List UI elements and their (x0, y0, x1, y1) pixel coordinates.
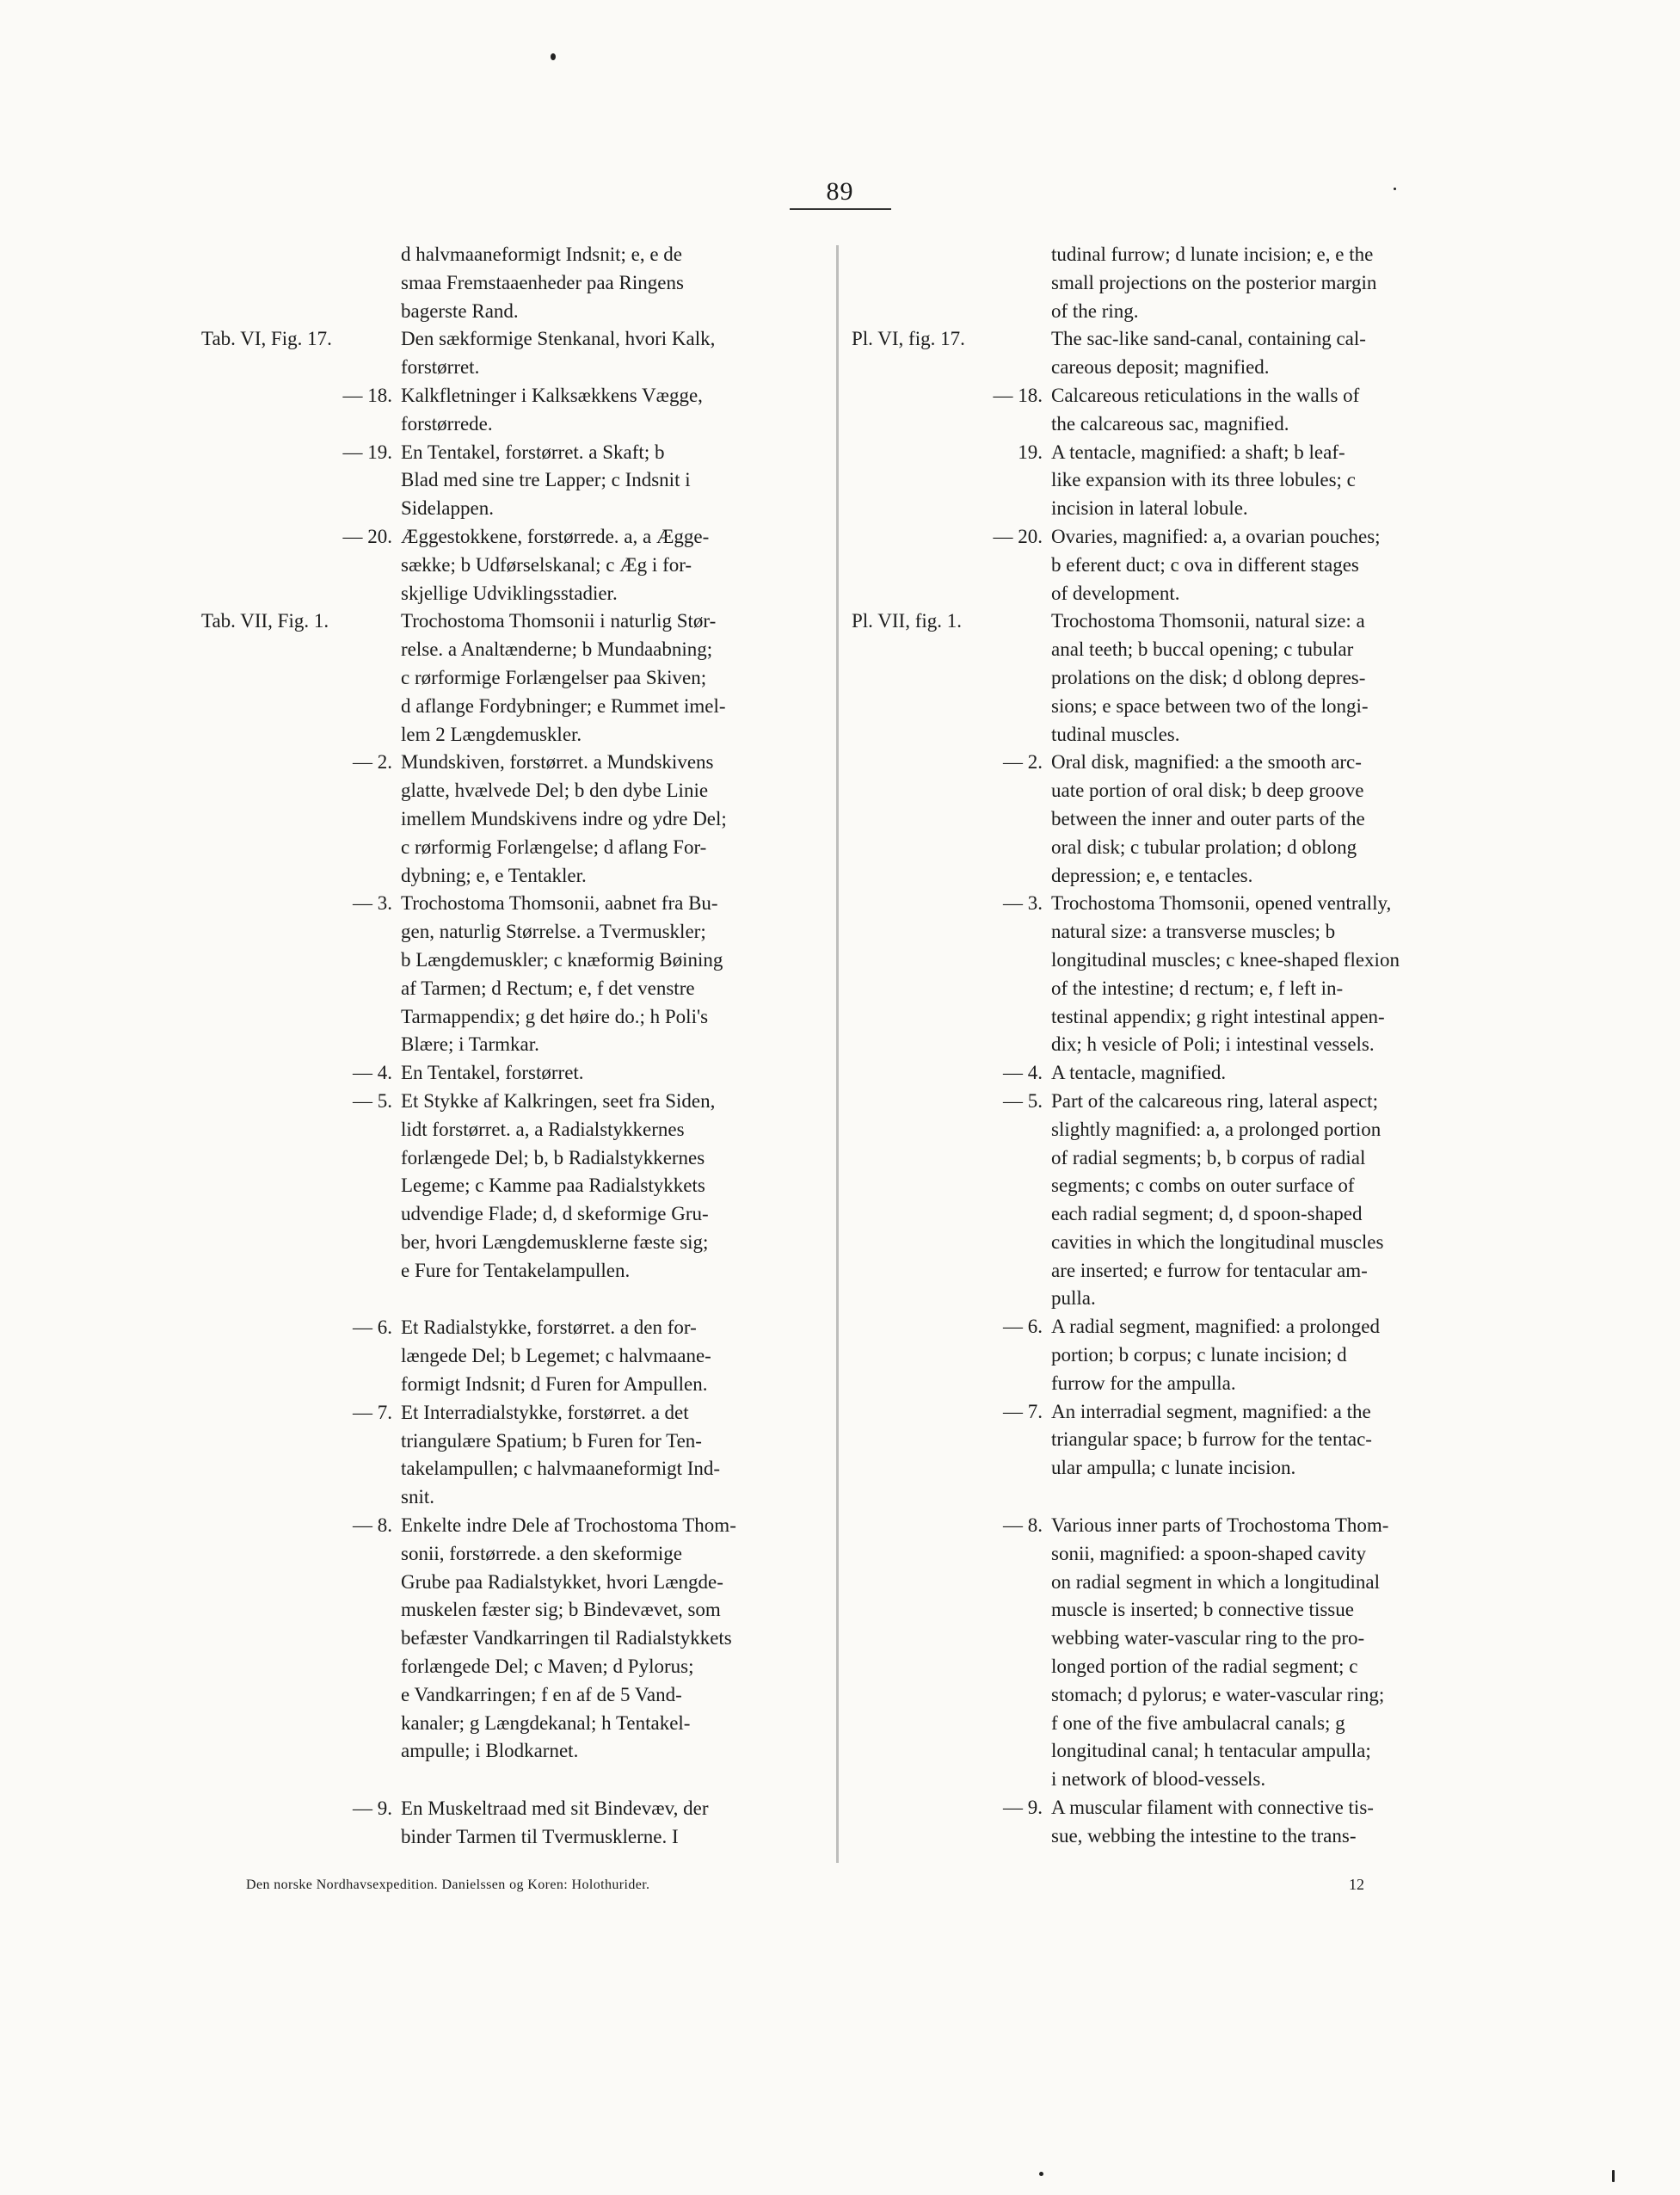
caption-line: Various inner parts of Trochostoma Thom- (1051, 1514, 1389, 1537)
caption-line: small projections on the posterior margin (1051, 271, 1377, 293)
caption-line: muskelen fæster sig; b Bindevævet, som (401, 1599, 721, 1621)
figure-label: 19. (1018, 441, 1043, 463)
plate-entry (852, 241, 1467, 325)
figure-label: — 7. (1003, 1400, 1043, 1422)
figure-caption (401, 749, 829, 890)
figure-caption (1051, 749, 1467, 890)
caption-line: testinal appendix; g right intestinal appen- (1051, 1005, 1385, 1027)
page-number: 89 (826, 177, 854, 206)
figure-label: Pl. VI, fig. 17. (852, 328, 965, 350)
caption-line: Den sækformige Stenkanal, hvori Kalk, (401, 328, 716, 350)
caption-line: Et Radialstykke, forstørret. a den for- (401, 1316, 697, 1339)
caption-line: An interradial segment, magnified: a the (1051, 1400, 1371, 1422)
plate-entry (852, 1794, 1467, 1851)
caption-line: sække; b Udførselskanal; c Æg i for- (401, 553, 692, 576)
figure-label: — 4. (353, 1062, 392, 1084)
caption-line: gen, naturlig Størrelse. a Tvermuskler; (401, 921, 706, 943)
figure-label: — 2. (1003, 751, 1043, 774)
plate-entry (201, 1795, 829, 1852)
caption-line: longed portion of the radial segment; c (1051, 1655, 1358, 1678)
plate-entry (201, 890, 829, 1059)
figure-label: — 20. (342, 525, 392, 547)
figure-caption (1051, 382, 1467, 439)
caption-line: forlængede Del; c Maven; d Pylorus; (401, 1655, 694, 1678)
scan-speck (551, 53, 556, 60)
plate-entry (201, 382, 829, 439)
caption-line: takelampullen; c halvmaaneformigt Ind- (401, 1458, 721, 1480)
caption-line: longitudinal canal; h tentacular ampulla; (1051, 1740, 1371, 1762)
caption-line: incision in lateral lobule. (1051, 497, 1248, 520)
caption-line: Et Stykke af Kalkringen, seet fra Siden, (401, 1089, 716, 1112)
caption-line: of radial segments; b, b corpus of radial (1051, 1146, 1366, 1168)
caption-line: careous deposit; magnified. (1051, 356, 1270, 379)
figure-label: — 19. (342, 441, 392, 463)
figure-caption (1051, 1313, 1467, 1397)
caption-line: stomach; d pylorus; e water-vascular ring; (1051, 1683, 1385, 1705)
caption-line: smaa Fremstaaenheder paa Ringens (401, 271, 684, 293)
plate-entry (201, 1512, 829, 1766)
caption-line: Calcareous reticulations in the walls of (1051, 384, 1360, 406)
caption-line: b Længdemuskler; c knæformig Bøining (401, 948, 723, 971)
figure-caption (401, 1088, 829, 1286)
caption-line: sonii, forstørrede. a den skeformige (401, 1542, 683, 1564)
caption-line: d halvmaaneformigt Indsnit; e, e de (401, 244, 683, 265)
caption-line: Tarmappendix; g det høire do.; h Poli's (401, 1005, 709, 1027)
caption-line: formigt Indsnit; d Furen for Ampullen. (401, 1373, 708, 1396)
figure-label: — 4. (1003, 1062, 1043, 1084)
plate-entry (852, 382, 1467, 439)
page-number-rule (790, 208, 891, 210)
caption-line: A tentacle, magnified: a shaft; b leaf- (1051, 441, 1345, 463)
figure-caption (401, 1512, 829, 1766)
caption-line: A radial segment, magnified: a prolonged (1051, 1316, 1380, 1338)
caption-line: sions; e space between two of the longi- (1051, 694, 1369, 717)
caption-line: cavities in which the longitudinal muscles (1051, 1230, 1384, 1253)
figure-caption (401, 1059, 829, 1088)
plate-entry (852, 325, 1467, 382)
plate-entry (201, 749, 829, 890)
caption-line: pulla. (1051, 1287, 1096, 1310)
figure-caption (1051, 607, 1467, 749)
figure-caption (401, 439, 829, 523)
plate-entry (852, 1512, 1467, 1794)
caption-line: of the intestine; d rectum; e, f left in- (1051, 977, 1344, 999)
plate-entry (201, 1059, 829, 1088)
caption-line: of the ring. (1051, 299, 1139, 322)
caption-line: i network of blood-vessels. (1051, 1768, 1266, 1791)
caption-line: c rørformige Forlængelser paa Skiven; (401, 666, 707, 688)
caption-line: Kalkfletninger i Kalksækkens Vægge, (401, 384, 703, 406)
caption-line: befæster Vandkarringen til Radialstykkets (401, 1627, 732, 1649)
plate-entry (201, 325, 829, 382)
caption-line: longitudinal muscles; c knee-shaped flexion (1051, 948, 1400, 971)
figure-caption (1051, 523, 1467, 607)
caption-line: Ovaries, magnified: a, a ovarian pouches; (1051, 525, 1381, 547)
column-divider (836, 245, 839, 1863)
figure-label: — 9. (1003, 1797, 1043, 1819)
caption-line: furrow for the ampulla. (1051, 1372, 1236, 1394)
caption-line: webbing water-vascular ring to the pro- (1051, 1627, 1365, 1649)
figure-caption (1051, 890, 1467, 1059)
caption-line: af Tarmen; d Rectum; e, f det venstre (401, 977, 695, 999)
plate-entry (201, 607, 829, 749)
caption-line: muscle is inserted; b connective tissue (1051, 1599, 1354, 1621)
caption-line: sonii, magnified: a spoon-shaped cavity (1051, 1542, 1367, 1564)
figure-caption (401, 1795, 829, 1852)
figure-caption (401, 607, 829, 749)
caption-line: dix; h vesicle of Poli; i intestinal vessels. (1051, 1033, 1375, 1056)
caption-line: forlængede Del; b, b Radialstykkernes (401, 1146, 705, 1168)
footer-signature-mark: 12 (1349, 1876, 1364, 1893)
caption-line: En Tentakel, forstørret. a Skaft; b (401, 441, 665, 463)
plate-entry (852, 1313, 1467, 1397)
figure-label: — 5. (1003, 1089, 1043, 1112)
caption-line: Grube paa Radialstykket, hvori Længde- (401, 1570, 723, 1593)
plate-entry (852, 1088, 1467, 1313)
scan-speck (1394, 188, 1396, 190)
caption-line: Blad med sine tre Lapper; c Indsnit i (401, 469, 691, 491)
plate-entry (201, 1399, 829, 1512)
caption-line: between the inner and outer parts of the (1051, 807, 1365, 829)
figure-caption (401, 241, 829, 325)
caption-line: segments; c combs on outer surface of (1051, 1175, 1355, 1197)
caption-line: like expansion with its three lobules; c (1051, 469, 1356, 491)
caption-line: The sac-like sand-canal, containing cal- (1051, 328, 1366, 350)
caption-line: A muscular filament with connective tis- (1051, 1797, 1374, 1819)
figure-label: — 9. (353, 1797, 392, 1820)
figure-label: — 20. (993, 525, 1043, 547)
caption-line: f one of the five ambulacral canals; g (1051, 1711, 1345, 1734)
figure-caption (1051, 1088, 1467, 1313)
caption-line: relse. a Analtænderne; b Mundaabning; (401, 638, 713, 661)
caption-line: ampulle; i Blodkarnet. (401, 1740, 579, 1762)
figure-caption (1051, 1059, 1467, 1088)
caption-line: Trochostoma Thomsonii, opened ventrally, (1051, 892, 1392, 915)
scan-speck (1612, 2170, 1615, 2182)
plate-entry (852, 890, 1467, 1059)
caption-line: længede Del; b Legemet; c halvmaane- (401, 1345, 711, 1367)
caption-line: En Tentakel, forstørret. (401, 1062, 584, 1084)
caption-line: lidt forstørret. a, a Radialstykkernes (401, 1118, 685, 1140)
caption-line: sue, webbing the intestine to the trans- (1051, 1824, 1357, 1847)
plate-entry (852, 607, 1467, 749)
plate-entry (852, 749, 1467, 890)
caption-line: forstørret. (401, 356, 480, 379)
figure-caption (401, 1399, 829, 1512)
caption-line: triangular space; b furrow for the tentac- (1051, 1428, 1372, 1451)
caption-line: Legeme; c Kamme paa Radialstykkets (401, 1175, 705, 1197)
caption-line: snit. (401, 1486, 434, 1508)
caption-line: bagerste Rand. (401, 299, 519, 322)
caption-line: each radial segment; d, d spoon-shaped (1051, 1203, 1363, 1225)
caption-line: uate portion of oral disk; b deep groove (1051, 780, 1364, 802)
caption-line: b eferent duct; c ova in different stages (1051, 553, 1359, 576)
figure-caption (1051, 1794, 1467, 1851)
figure-label: Pl. VII, fig. 1. (852, 610, 962, 632)
caption-line: d aflange Fordybninger; e Rummet imel- (401, 694, 726, 717)
figure-label: — 18. (342, 384, 392, 406)
plate-entry (201, 439, 829, 523)
caption-line: oral disk; c tubular prolation; d oblong (1051, 835, 1357, 858)
figure-label: — 6. (353, 1316, 392, 1339)
english-column (852, 241, 1467, 1851)
plate-entry (201, 241, 829, 325)
figure-label: — 3. (1003, 892, 1043, 915)
caption-line: lem 2 Længdemuskler. (401, 723, 582, 745)
caption-line: Mundskiven, forstørret. a Mundskivens (401, 751, 714, 774)
caption-line: A tentacle, magnified. (1051, 1062, 1227, 1084)
figure-label: Tab. VI, Fig. 17. (201, 328, 332, 350)
caption-line: on radial segment in which a longitudinal (1051, 1570, 1380, 1593)
caption-line: kanaler; g Længdekanal; h Tentakel- (401, 1711, 691, 1734)
caption-line: c rørformig Forlængelse; d aflang For- (401, 835, 707, 858)
caption-line: natural size: a transverse muscles; b (1051, 921, 1336, 943)
caption-line: dybning; e, e Tentakler. (401, 864, 587, 886)
caption-line: e Fure for Tentakelampullen. (401, 1259, 631, 1281)
caption-line: Enkelte indre Dele af Trochostoma Thom- (401, 1514, 736, 1537)
figure-label: Tab. VII, Fig. 1. (201, 610, 329, 632)
figure-label: — 5. (353, 1089, 392, 1112)
figure-label: — 3. (353, 892, 392, 915)
figure-caption (1051, 439, 1467, 523)
figure-caption (1051, 1512, 1467, 1794)
caption-line: Oral disk, magnified: a the smooth arc- (1051, 751, 1362, 774)
figure-caption (1051, 241, 1467, 325)
plate-entry (852, 439, 1467, 523)
caption-line: Blære; i Tarmkar. (401, 1033, 539, 1056)
figure-caption (401, 325, 829, 382)
figure-caption (401, 382, 829, 439)
plate-entry (201, 523, 829, 607)
figure-caption (401, 1314, 829, 1398)
figure-caption (1051, 325, 1467, 382)
caption-line: En Muskeltraad med sit Bindevæv, der (401, 1797, 709, 1820)
figure-label: — 2. (353, 751, 392, 774)
caption-line: Sidelappen. (401, 497, 494, 520)
caption-line: depression; e, e tentacles. (1051, 864, 1253, 886)
caption-line: forstørrede. (401, 412, 493, 435)
plate-entry (852, 523, 1467, 607)
figure-caption (1051, 1398, 1467, 1483)
figure-caption (401, 523, 829, 607)
caption-line: tudinal furrow; d lunate incision; e, e the (1051, 244, 1374, 265)
caption-line: portion; b corpus; c lunate incision; d (1051, 1344, 1347, 1366)
plate-entry (852, 1059, 1467, 1088)
caption-line: are inserted; e furrow for tentacular am- (1051, 1259, 1368, 1281)
plate-entry (201, 1314, 829, 1398)
caption-line: Trochostoma Thomsonii, natural size: a (1051, 610, 1365, 632)
plate-entry (201, 1088, 829, 1286)
figure-label: — 18. (993, 384, 1043, 406)
scan-speck (1039, 2172, 1043, 2176)
caption-line: Trochostoma Thomsonii i naturlig Stør- (401, 610, 717, 632)
figure-label: — 8. (353, 1514, 392, 1537)
caption-line: e Vandkarringen; f en af de 5 Vand- (401, 1683, 682, 1705)
caption-line: of development. (1051, 582, 1180, 604)
caption-line: Et Interradialstykke, forstørret. a det (401, 1401, 689, 1423)
caption-line: udvendige Flade; d, d skeformige Gru- (401, 1203, 709, 1225)
caption-line: prolations on the disk; d oblong depres- (1051, 666, 1366, 688)
caption-line: triangulære Spatium; b Furen for Ten- (401, 1429, 702, 1452)
norwegian-column (201, 241, 829, 1852)
caption-line: slightly magnified: a, a prolonged portion (1051, 1118, 1382, 1140)
plate-entry (852, 1398, 1467, 1483)
caption-line: anal teeth; b buccal opening; c tubular (1051, 638, 1354, 661)
caption-line: binder Tarmen til Tvermusklerne. I (401, 1826, 679, 1848)
caption-line: the calcareous sac, magnified. (1051, 412, 1289, 435)
caption-line: Trochostoma Thomsonii, aabnet fra Bu- (401, 892, 718, 915)
figure-caption (401, 890, 829, 1059)
caption-line: Æggestokkene, forstørrede. a, a Ægge- (401, 525, 710, 547)
caption-line: skjellige Udviklingsstadier. (401, 582, 618, 604)
caption-line: imellem Mundskivens indre og ydre Del; (401, 807, 727, 829)
figure-label: — 7. (353, 1401, 392, 1423)
footer-series-title: Den norske Nordhavsexpedition. Danielssen og Koren: Holothurider. (246, 1877, 650, 1892)
figure-label: — 6. (1003, 1316, 1043, 1338)
figure-label: — 8. (1003, 1514, 1043, 1537)
caption-line: Part of the calcareous ring, lateral aspect; (1051, 1089, 1378, 1112)
caption-line: glatte, hvælvede Del; b den dybe Linie (401, 780, 709, 802)
caption-line: tudinal muscles. (1051, 723, 1180, 745)
caption-line: ular ampulla; c lunate incision. (1051, 1457, 1296, 1479)
caption-line: ber, hvori Længdemusklerne fæste sig; (401, 1230, 709, 1253)
